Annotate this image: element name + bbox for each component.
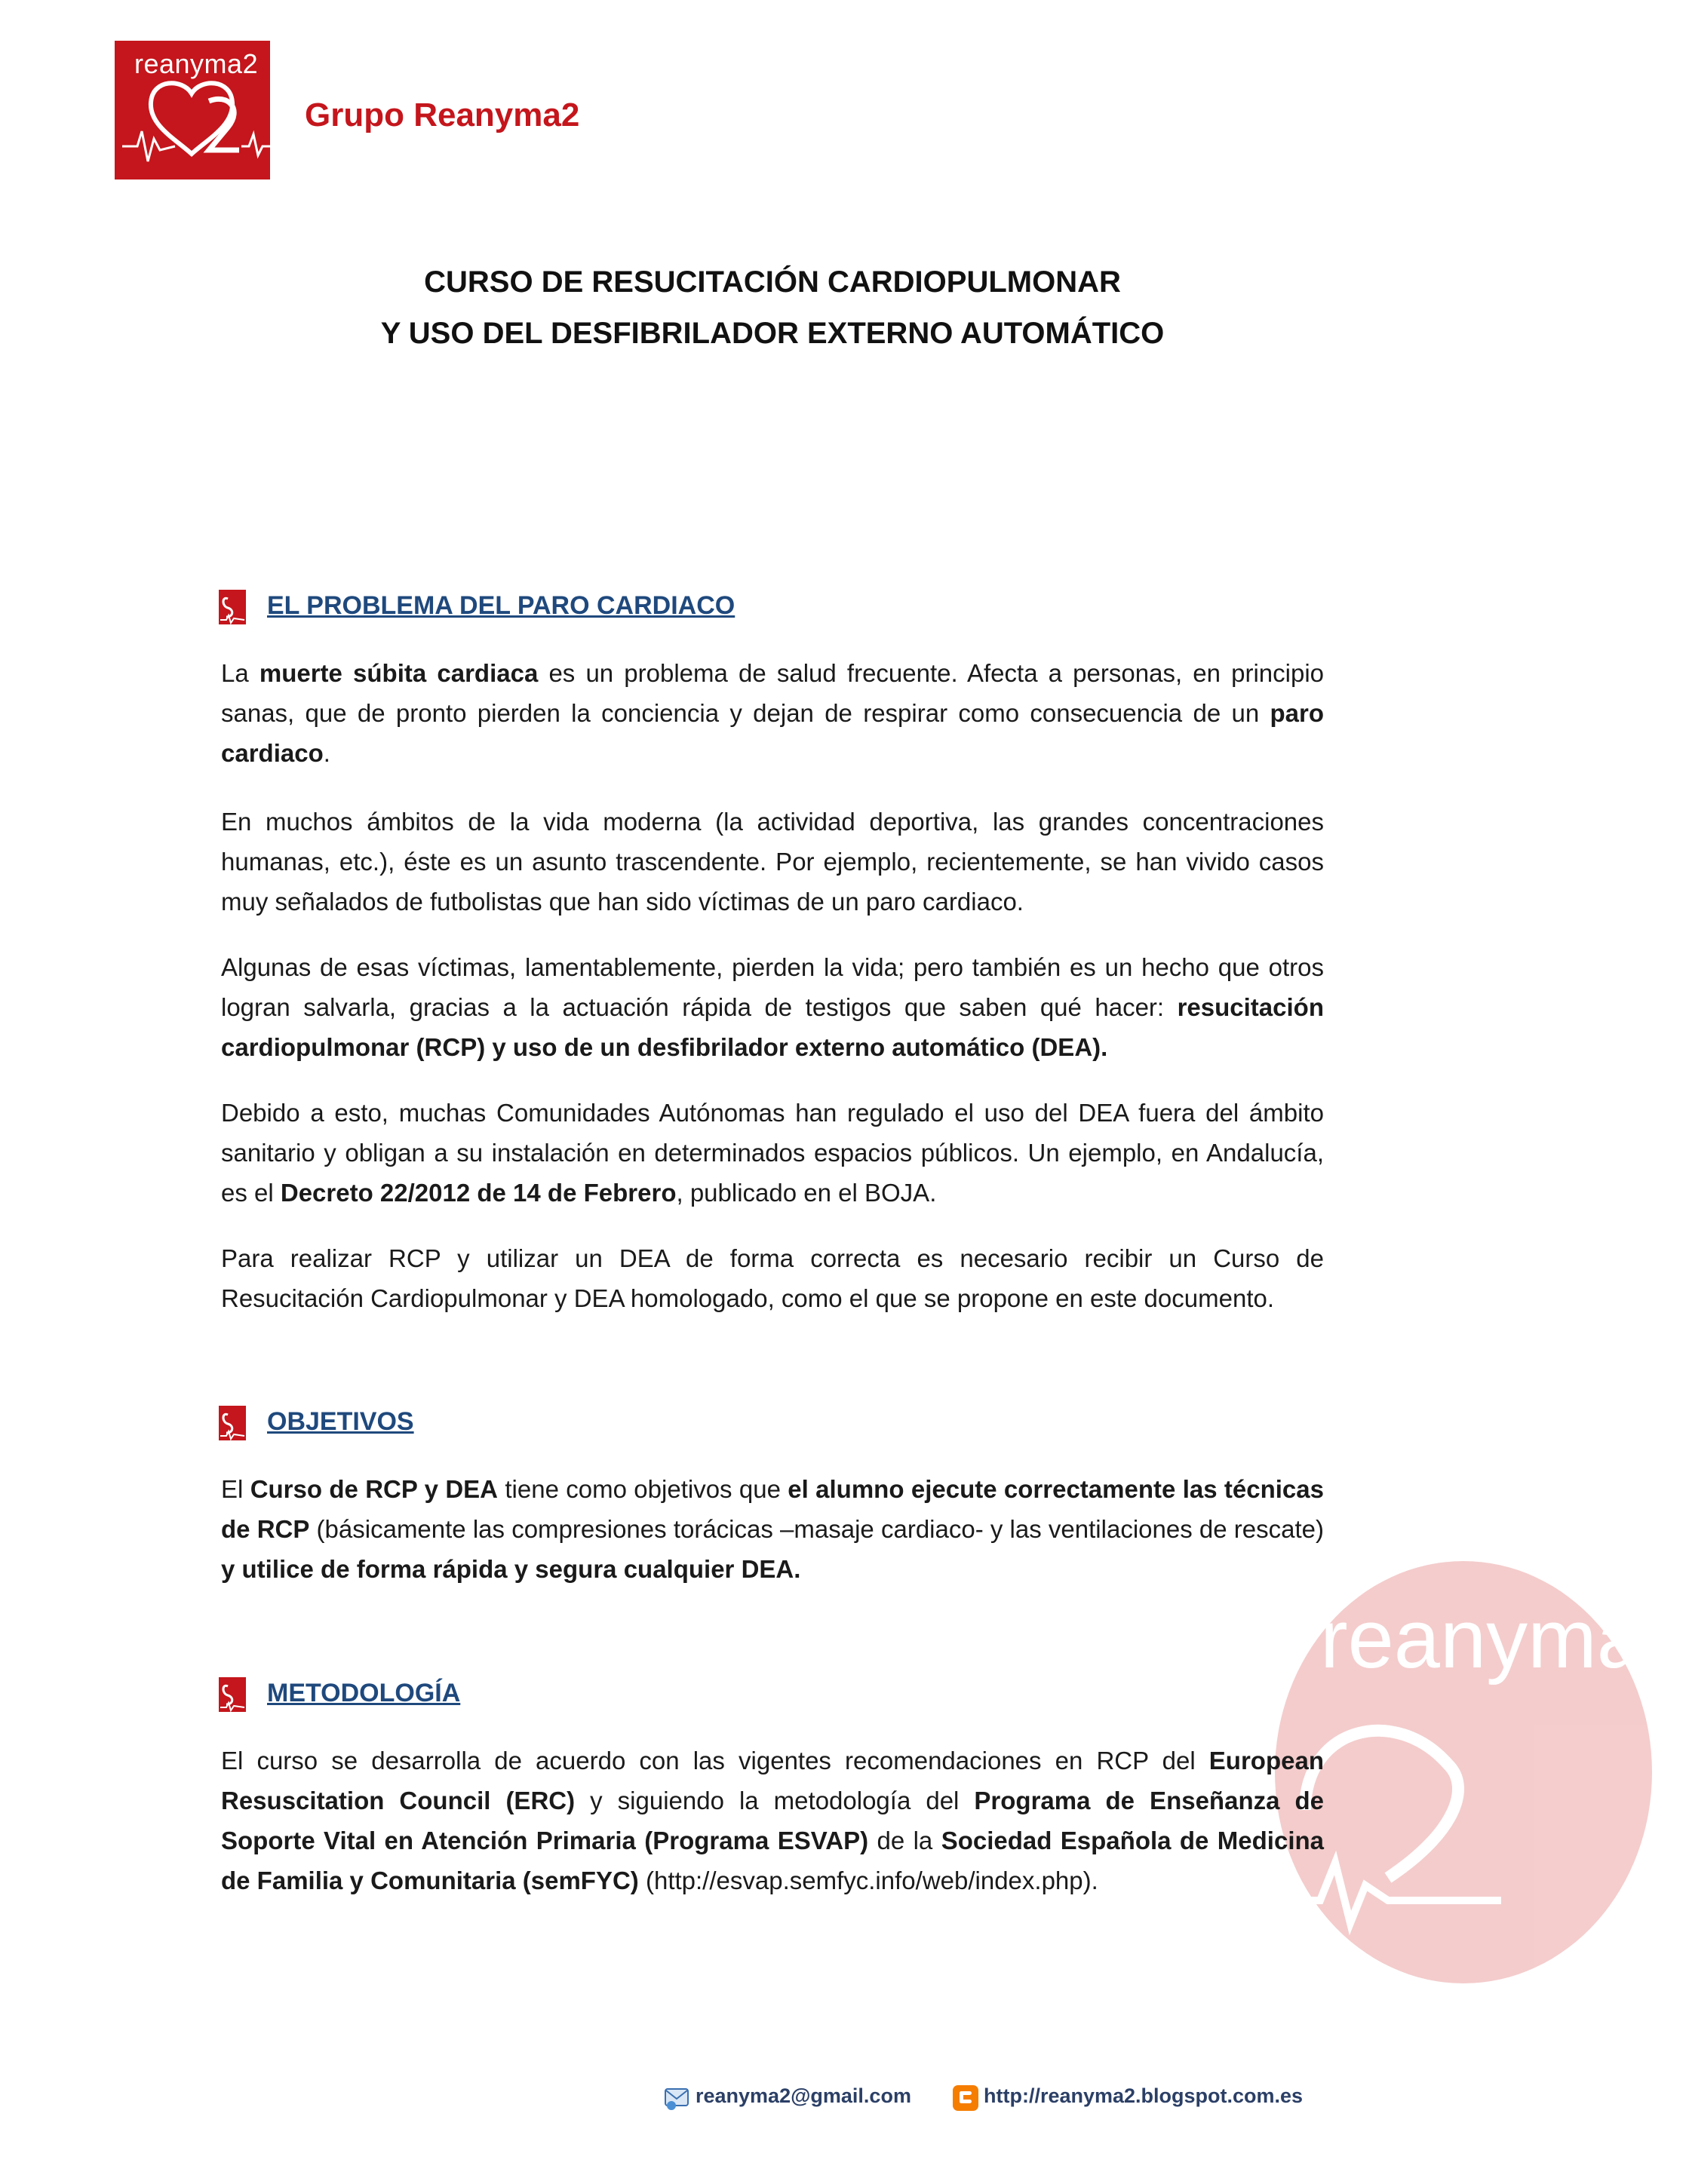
bold-text: Sociedad Española de Medicina de Familia y Comunitaria (semFYC)	[221, 1827, 1324, 1894]
text-run: de la	[868, 1827, 941, 1854]
section-title: OBJETIVOS	[267, 1407, 414, 1436]
blogger-icon	[952, 2084, 979, 2112]
paragraph	[221, 1238, 1324, 1318]
bold-text: Curso de RCP y DEA	[250, 1475, 499, 1503]
heart-logo-icon	[115, 41, 270, 179]
paragraph	[221, 1469, 1324, 1589]
text-run: , publicado en el BOJA.	[676, 1179, 937, 1207]
watermark-logo	[1275, 1561, 1689, 1983]
bold-text: resucitación cardiopulmonar (RCP) y uso de un desfibrilador externo automático (DEA).	[221, 993, 1324, 1061]
section-title: METODOLOGÍA	[267, 1679, 461, 1707]
text-run: Algunas de esas víctimas, lamentablemente, pierden la vida; pero también es un hecho que otros logran salvarla, gracias a la actuación rápida de testigos que saben qué hacer:	[221, 953, 1324, 1021]
reanyma2-logo	[115, 41, 270, 179]
document-title-line2: Y USO DEL DESFIBRILADOR EXTERNO AUTOMÁTICO	[380, 317, 1165, 350]
paragraph	[221, 653, 1324, 773]
watermark-heart-icon	[1275, 1561, 1652, 1983]
group-name: Grupo Reanyma2	[305, 97, 580, 133]
text-run: En muchos ámbitos de la vida moderna (la actividad deportiva, las grandes concentraciones humanas, etc.), éste es un asunto trascendente. Por ejemplo, recientemente, se han vivido casos muy señalados de futbolistas que han sido víctimas de un paro cardiaco.	[221, 808, 1324, 916]
text-run: .	[323, 739, 330, 767]
reanyma2-mini-logo-icon	[219, 1677, 246, 1712]
reanyma2-mini-logo-icon	[219, 590, 246, 624]
text-run: El	[221, 1475, 250, 1503]
document-title-line1: CURSO DE RESUCITACIÓN CARDIOPULMONAR	[424, 265, 1121, 299]
text-run: y siguiendo la metodología del	[575, 1787, 975, 1814]
text-run: Para realizar RCP y utilizar un DEA de forma correcta es necesario recibir un Curso de Resucitación Cardiopulmonar y DEA homologado, como el que se propone en este documento.	[221, 1244, 1324, 1312]
paragraph	[221, 1093, 1324, 1213]
watermark-text: reanyma2	[1320, 1593, 1689, 1686]
bold-text: paro cardiaco	[221, 699, 1324, 767]
paragraph	[221, 1741, 1324, 1900]
text-run: es un problema de salud frecuente. Afecta a personas, en principio sanas, que de pronto pierden la conciencia y dejan de respirar como consecuencia de un	[221, 659, 1324, 727]
paragraph	[221, 802, 1324, 922]
bold-text: Decreto 22/2012 de 14 de Febrero	[280, 1179, 677, 1207]
reanyma2-mini-logo-icon	[219, 1406, 246, 1440]
text-run: (básicamente las compresiones torácicas –masaje cardiaco- y las ventilaciones de rescate)	[309, 1515, 1324, 1543]
bold-text: Programa de Enseñanza de Soporte Vital en Atención Primaria (Programa ESVAP)	[221, 1787, 1324, 1854]
bold-text: y utilice de forma rápida y segura cualquier DEA.	[221, 1555, 801, 1583]
text-run: El curso se desarrolla de acuerdo con las vigentes recomendaciones en RCP del	[221, 1747, 1209, 1774]
logo-text: reanyma2	[134, 48, 259, 79]
text-run: tiene como objetivos que	[498, 1475, 788, 1503]
email-link[interactable]: reanyma2@gmail.com	[696, 2084, 911, 2107]
bold-text: European Resuscitation Council (ERC)	[221, 1747, 1324, 1814]
section-title: EL PROBLEMA DEL PARO CARDIACO	[267, 591, 735, 620]
text-run: (http://esvap.semfyc.info/web/index.php).	[638, 1867, 1098, 1894]
paragraph	[221, 947, 1324, 1067]
email-icon	[664, 2084, 691, 2112]
bold-text: el alumno ejecute correctamente las técnicas de RCP	[221, 1475, 1324, 1543]
blog-link[interactable]: http://reanyma2.blogspot.com.es	[984, 2084, 1304, 2107]
text-run: La	[221, 659, 259, 687]
bold-text: muerte súbita cardiaca	[259, 659, 539, 687]
text-run: Debido a esto, muchas Comunidades Autónomas han regulado el uso del DEA fuera del ámbito sanitario y obligan a su instalación en determinados espacios públicos. Un ejemplo, en Andalucía, es el	[221, 1099, 1324, 1207]
